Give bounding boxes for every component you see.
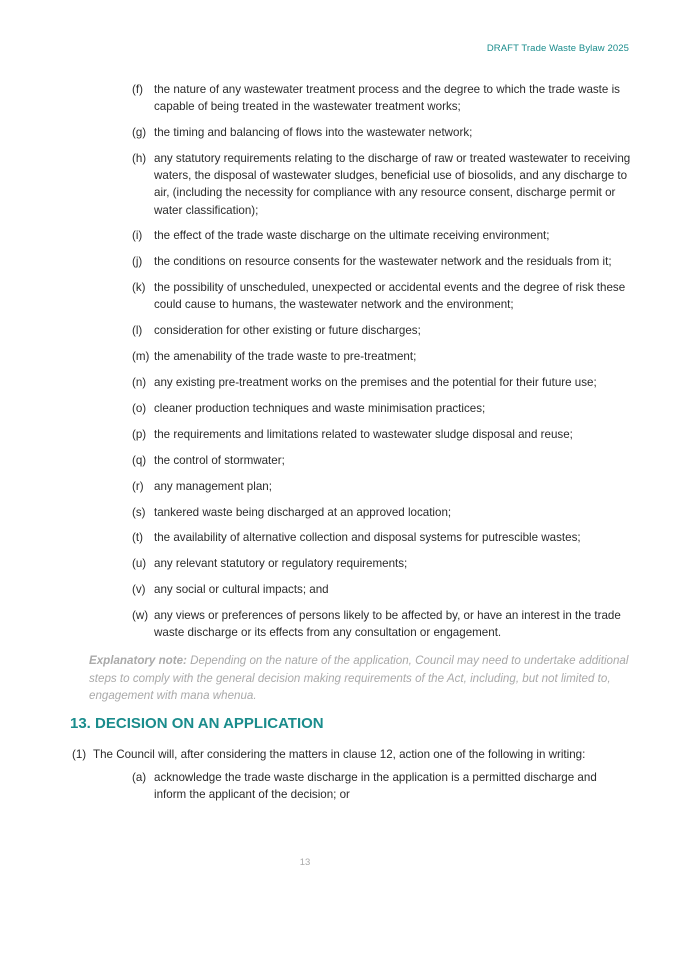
item-text: the amenability of the trade waste to pre-treatment; [154,350,417,364]
item-label: (n) [132,376,147,390]
clause-label: (1) [72,748,87,761]
item-label: (s) [132,505,146,519]
item-text: any management plan; [154,479,272,493]
item-text: any relevant statutory or regulatory requirements; [154,557,408,571]
sub-clause-text: acknowledge the trade waste discharge in the application is a permitted discharge and inform the applicant of the decision; or [154,771,597,802]
item-text: consideration for other existing or future discharges; [154,324,421,338]
item-text: cleaner production techniques and waste minimisation practices; [154,402,486,416]
list-item [132,426,632,443]
item-text: any views or preferences of persons likely to be affected by, or have an interest in the trade waste discharge or its effects from any consultation or engagement. [154,609,621,640]
clause-1 [72,746,642,763]
item-label: (o) [132,402,147,416]
list-item [132,253,632,270]
item-label: (g) [132,126,147,140]
item-text: any existing pre-treatment works on the premises and the potential for their future use; [154,376,597,390]
list-item [132,124,632,141]
list-item [132,478,632,495]
list-item [132,555,632,572]
explanatory-note [89,652,637,705]
list-item [132,227,632,244]
sub-clause-a [132,769,632,803]
item-text: any social or cultural impacts; and [154,583,329,597]
item-label: (l) [132,324,143,338]
list-item [132,529,632,546]
page-number: 13 [299,857,311,868]
section-heading: 13. DECISION ON AN APPLICATION [70,715,324,732]
item-text: the effect of the trade waste discharge on the ultimate receiving environment; [154,229,550,243]
clause-text: The Council will, after considering the matters in clause 12, action one of the following in writing: [93,748,586,761]
item-label: (r) [132,479,144,493]
item-label: (i) [132,229,143,243]
item-text: the timing and balancing of flows into the wastewater network; [154,126,473,140]
item-text: the requirements and limitations related to wastewater sludge disposal and reuse; [154,427,573,441]
list-item [132,279,632,313]
item-label: (j) [132,255,143,269]
list-item [132,348,632,365]
sub-clause-label: (a) [132,771,147,784]
item-label: (t) [132,531,143,545]
list-item [132,322,632,339]
list-item [132,150,632,219]
list-item [132,81,632,115]
explanatory-note-text: Depending on the nature of the application, Council may need to undertake additional steps to comply with the general decision making requirements of the Act, including, but not limited to, engagement with mana whenua. [89,654,629,703]
matters-list [132,81,632,650]
item-text: the possibility of unscheduled, unexpected or accidental events and the degree of risk these could cause to humans, the wastewater network and the environment; [154,281,626,312]
item-label: (p) [132,427,147,441]
item-label: (f) [132,83,143,96]
list-item [132,452,632,469]
item-label: (u) [132,557,147,571]
list-item [132,400,632,417]
list-item [132,581,632,598]
item-text: tankered waste being discharged at an approved location; [154,505,452,519]
item-label: (k) [132,281,146,295]
item-text: the control of stormwater; [154,453,285,467]
item-label: (q) [132,453,147,467]
item-label: (m) [132,350,150,364]
item-text: the availability of alternative collection and disposal systems for putrescible wastes; [154,531,581,545]
item-text: the conditions on resource consents for the wastewater network and the residuals from it; [154,255,612,269]
list-item [132,504,632,521]
item-label: (v) [132,583,146,597]
item-text: any statutory requirements relating to the discharge of raw or treated wastewater to receiving waters, the disposal of wastewater sludges, beneficial use of biosolids, and any discharge to air, (including the necessity for compliance with any resource consent, discharge permit or water classification); [154,151,631,217]
list-item [132,607,632,641]
item-label: (h) [132,151,147,165]
list-item [132,374,632,391]
explanatory-note-label: Explanatory note: [89,654,187,667]
document-header: DRAFT Trade Waste Bylaw 2025 [486,43,629,54]
item-label: (w) [132,609,149,623]
item-text: the nature of any wastewater treatment process and the degree to which the trade waste is capable of being treated in the wastewater treatment works; [154,83,620,114]
